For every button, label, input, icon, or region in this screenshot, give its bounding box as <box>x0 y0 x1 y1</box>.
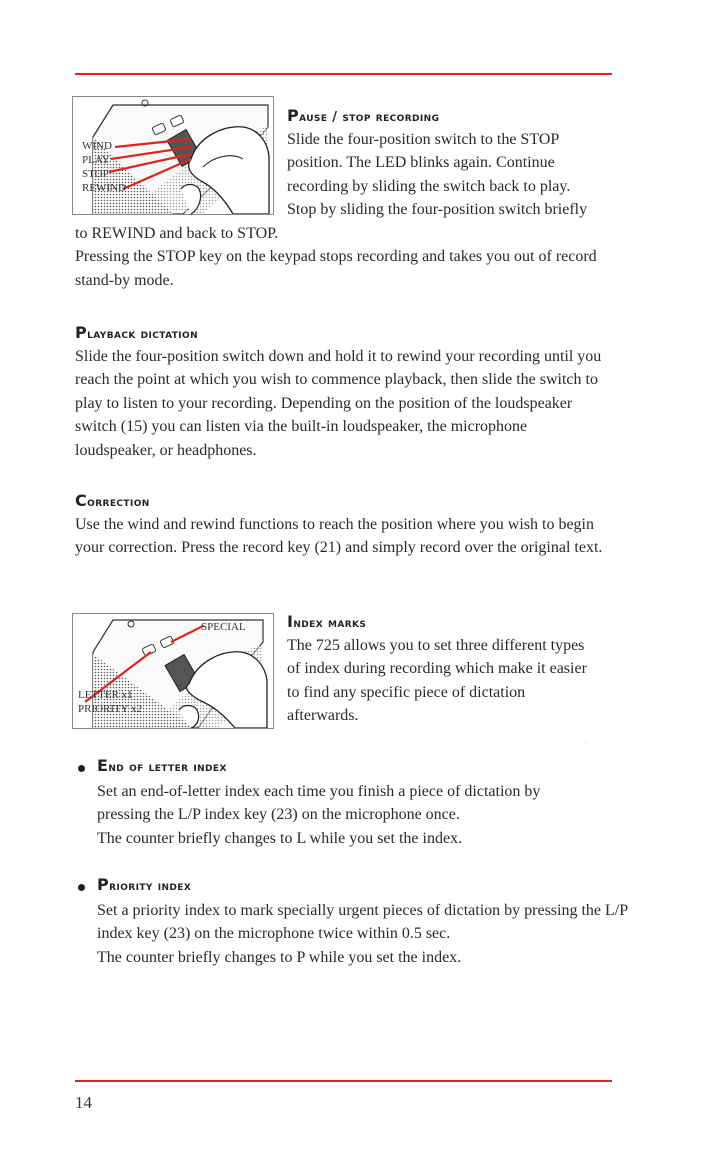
playback-text: Slide the four-position switch down and hold it to rewind your recording until you reach the point at which you wish to commence playback, then slide the switch to play to listen to your recording. Depending on the position of the loudspeaker switch (15) you can listen via the built-in loudspeaker, the microphone loudspeaker, or headphones. <box>75 348 602 459</box>
index-figure <box>72 613 274 729</box>
priority-note: The counter briefly changes to P while you set the index. <box>97 948 462 966</box>
correction-text: Use the wind and rewind functions to reach the position where you wish to begin your correction. Press the record key (21) and simply record over the original text. <box>75 516 603 557</box>
top-rule <box>75 73 612 75</box>
page-number: 14 <box>75 1093 92 1112</box>
pause-stop-line: Stop by sliding the four-position switch briefly <box>287 201 588 219</box>
index-marks-line: afterwards. <box>287 707 359 725</box>
index-marks-line: to find any specific piece of dictation <box>287 683 526 701</box>
index-marks-heading: Index marks <box>287 612 367 631</box>
label-play: PLAY <box>82 154 110 166</box>
end-of-letter-text <box>97 780 597 850</box>
bullet-icon <box>78 765 85 772</box>
index-marks-text <box>287 634 617 728</box>
pause-stop-paragraph2: Pressing the STOP key on the keypad stops recording and takes you out of record stand-by mode. <box>75 248 597 289</box>
index-marks-line: The 725 allows you to set three different types <box>287 637 585 654</box>
label-stop: STOP <box>82 168 109 180</box>
end-of-letter-note: The counter briefly changes to L while you set the index. <box>97 829 463 847</box>
correction-heading: Correction <box>75 491 150 510</box>
playback-heading: Playback dictation <box>75 323 199 342</box>
priority-heading: Priority index <box>97 875 192 894</box>
pause-stop-continuation <box>75 222 615 292</box>
priority-body: Set a priority index to mark specially urgent pieces of dictation by pressing the L/P index key (23) on the microphone twice within 0.5 sec. <box>97 902 628 943</box>
label-special: SPECIAL <box>201 621 246 633</box>
label-letter: LETTER x1 <box>78 689 133 701</box>
label-wind: WIND <box>82 140 112 152</box>
pause-stop-continuation-text: to REWIND and back to STOP. <box>75 225 279 242</box>
bullet-icon <box>78 884 85 891</box>
end-of-letter-heading: End of letter index <box>97 756 227 775</box>
label-priority: PRIORITY x2 <box>78 703 143 715</box>
pause-stop-text <box>287 128 617 222</box>
label-rewind: REWIND <box>82 182 126 194</box>
pause-stop-line: Slide the four-position switch to the STOP <box>287 131 560 148</box>
switch-figure <box>72 96 274 215</box>
print-speck <box>585 742 586 743</box>
end-of-letter-body: Set an end-of-letter index each time you finish a piece of dictation by pressing the L/P index key (23) on the microphone once. <box>97 783 541 824</box>
priority-text <box>97 899 657 969</box>
pause-stop-line: recording by sliding the switch back to play. <box>287 177 571 195</box>
index-marks-line: of index during recording which make it easier <box>287 660 587 678</box>
bottom-rule <box>75 1080 612 1082</box>
pause-stop-line: position. The LED blinks again. Continue <box>287 154 555 172</box>
pause-stop-heading: Pause / stop recording <box>287 106 440 125</box>
